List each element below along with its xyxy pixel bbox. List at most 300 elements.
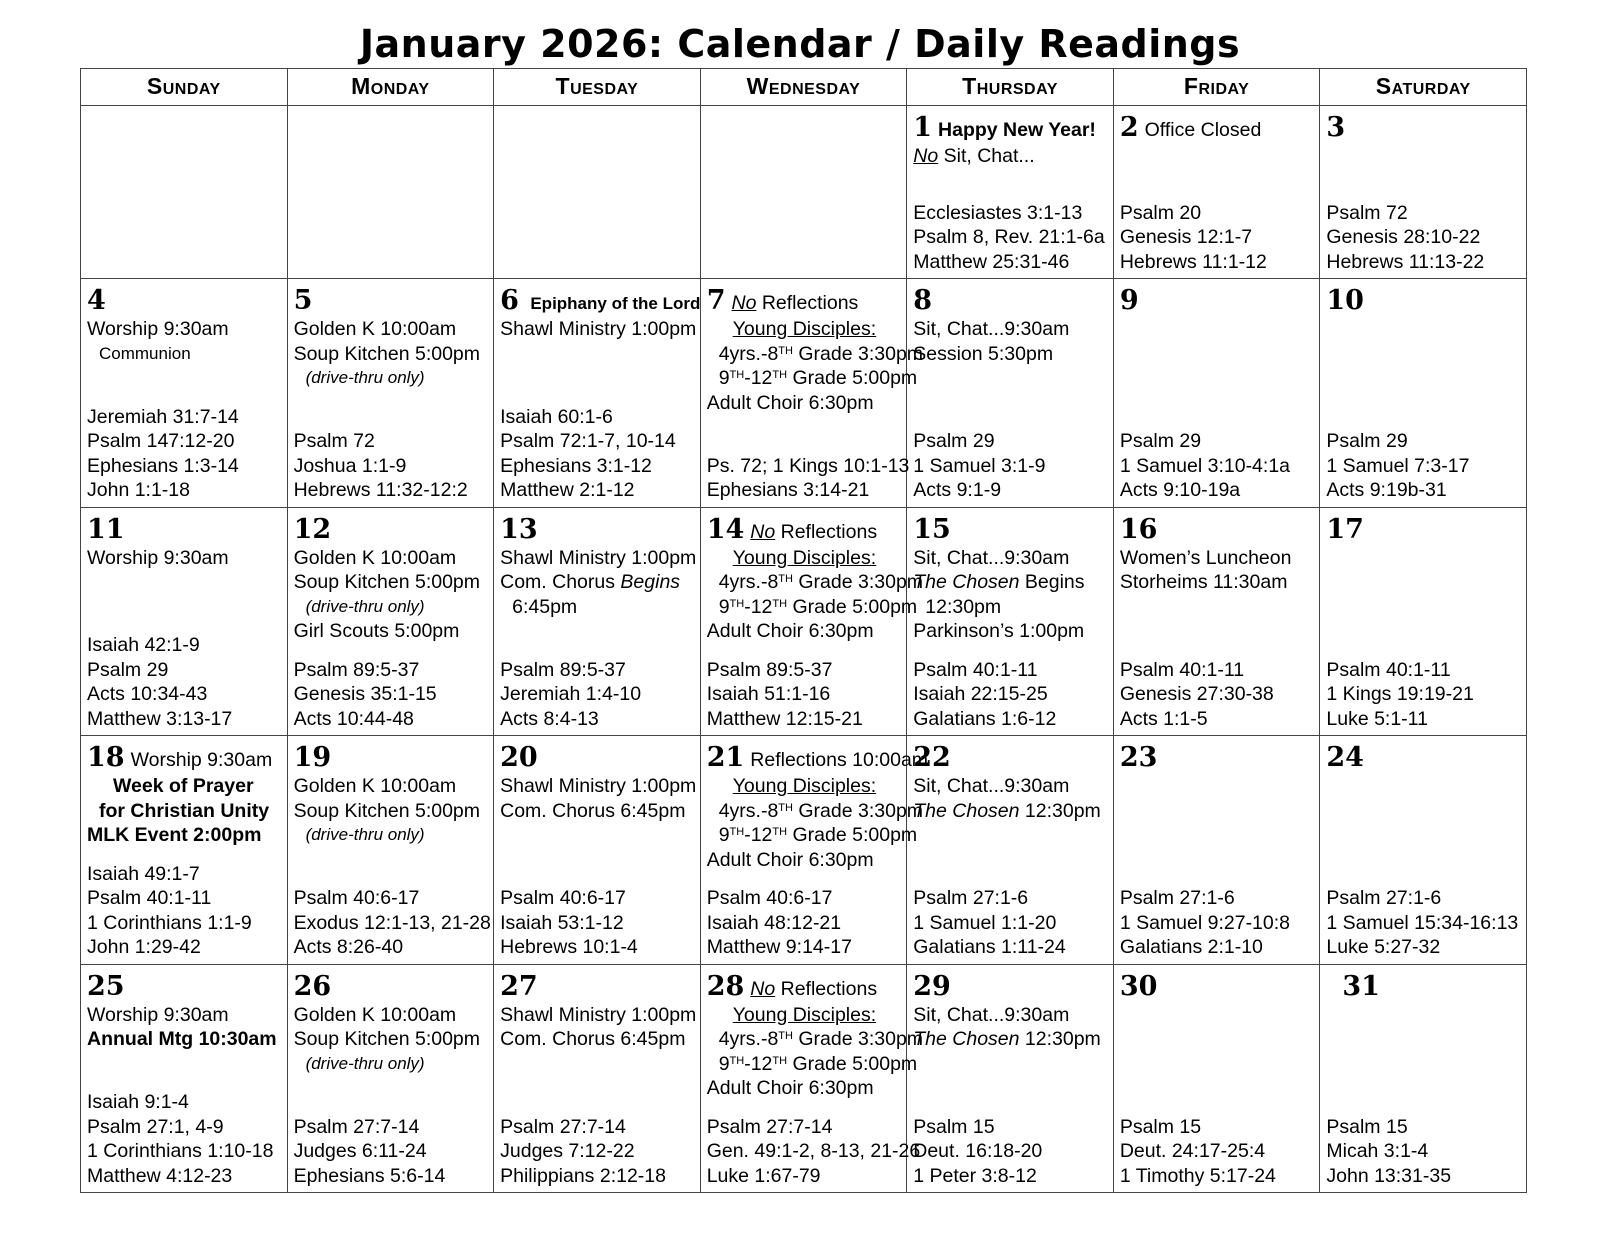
- event-text: Soup Kitchen 5:00pm: [293, 342, 481, 365]
- reading: Galatians 2:1-10: [1119, 936, 1263, 959]
- day-number: 18: [87, 742, 125, 774]
- empty-day-cell: [81, 105, 288, 279]
- grade-text: 9: [718, 595, 730, 618]
- reading: Matthew 4:12-23: [87, 1164, 233, 1187]
- readings-list: [913, 201, 1108, 275]
- reading: 1 Corinthians 1:10-18: [87, 1140, 274, 1162]
- day-number: 13: [500, 513, 538, 545]
- event-text: Women’s Luncheon: [1119, 546, 1292, 569]
- readings-list: [1120, 658, 1315, 732]
- week-row-3: [81, 507, 1527, 735]
- grade-sup: TH: [778, 573, 793, 586]
- grade-sup: TH: [729, 1054, 745, 1067]
- reading: Isaiah 22:15-25: [913, 683, 1048, 706]
- event-text: Shawl Ministry 1:00pm: [500, 546, 697, 569]
- reading: Psalm 27:1-6: [1119, 887, 1235, 910]
- reading: Matthew 9:14-17: [706, 936, 852, 959]
- readings-list: [707, 658, 902, 732]
- event-text: Worship 9:30am: [87, 318, 229, 341]
- grade-sup: TH: [729, 369, 745, 382]
- reading: 1 Kings 19:19-21: [1326, 683, 1474, 706]
- event-text: Golden K 10:00am: [293, 318, 457, 341]
- reading: Psalm 8, Rev. 21:1-6a: [913, 226, 1105, 249]
- grade-text: -12: [744, 824, 773, 847]
- day-number: 12: [293, 513, 332, 545]
- reading: Ecclesiastes 3:1-13: [913, 201, 1083, 224]
- reading: Gen. 49:1-2, 8-13, 21-26: [706, 1140, 921, 1162]
- event-text: Worship 9:30am: [130, 749, 273, 772]
- event-note: (drive-thru only): [305, 1053, 425, 1073]
- empty-day-cell: [287, 105, 494, 279]
- readings-list: [913, 886, 1108, 960]
- day-number: 3: [1326, 111, 1346, 143]
- reading: Psalm 147:12-20: [87, 430, 235, 453]
- day-heading: Epiphany of the Lord: [530, 294, 701, 314]
- event-text: Soup Kitchen 5:00pm: [293, 571, 481, 594]
- weekday-tuesday: Tuesday: [494, 69, 701, 106]
- day-number: 24: [1326, 742, 1364, 774]
- event-text: Sit, Chat...: [938, 144, 1035, 167]
- event-emphasis: Begins: [620, 571, 681, 594]
- day-cell-19: [287, 736, 494, 964]
- readings-list: [500, 405, 695, 503]
- reading: Luke 5:27-32: [1326, 936, 1441, 959]
- reading: Psalm 29: [913, 430, 995, 453]
- reading: 1 Peter 3:8-12: [913, 1164, 1037, 1187]
- grade-sup: TH: [729, 597, 745, 610]
- readings-list: [500, 886, 695, 960]
- reading: 1 Timothy 5:17-24: [1119, 1164, 1276, 1187]
- day-cell-10: [1320, 279, 1527, 507]
- day-number: 8: [913, 285, 933, 317]
- readings-list: [1326, 1115, 1521, 1189]
- readings-list: [1326, 658, 1521, 732]
- reading: Isaiah 60:1-6: [500, 405, 613, 428]
- event-text: Golden K 10:00am: [293, 546, 457, 569]
- reading: Jeremiah 1:4-10: [500, 683, 642, 706]
- event-text: Sit, Chat...9:30am: [913, 775, 1070, 798]
- day-number: 11: [87, 513, 125, 545]
- no-emphasis: No: [750, 520, 776, 543]
- day-number: 28: [706, 970, 745, 1002]
- day-cell-15: [907, 507, 1114, 735]
- grade-text: -12: [744, 367, 773, 390]
- reading: Ephesians 3:14-21: [706, 479, 870, 502]
- young-disciples-label: Young Disciples:: [732, 318, 877, 341]
- grade-sup: TH: [772, 1054, 788, 1067]
- event-text: 12:30pm: [925, 595, 1002, 618]
- reading: Genesis 35:1-15: [293, 683, 437, 706]
- day-cell-31: [1320, 964, 1527, 1192]
- day-number: 27: [500, 970, 538, 1002]
- reading: Matthew 2:1-12: [500, 479, 635, 502]
- grade-text: 9: [718, 824, 730, 847]
- event-emphasis: The Chosen: [913, 571, 1020, 594]
- day-number: 2: [1119, 111, 1139, 143]
- reading: Hebrews 11:13-22: [1326, 250, 1485, 273]
- grade-sup: TH: [778, 1030, 793, 1043]
- reading: Deut. 24:17-25:4: [1119, 1140, 1266, 1162]
- young-disciples-label: Young Disciples:: [732, 775, 877, 798]
- event-text: Sit, Chat...9:30am: [913, 546, 1070, 569]
- reading: Psalm 27:1-6: [1326, 887, 1442, 910]
- day-number: 6: [500, 285, 519, 317]
- reading: 1 Samuel 15:34-16:13: [1326, 911, 1519, 934]
- readings-list: [1120, 1115, 1315, 1189]
- day-number: 5: [293, 285, 313, 317]
- day-number: 26: [293, 970, 332, 1002]
- weekday-sunday: Sunday: [81, 69, 288, 106]
- reading: Isaiah 9:1-4: [87, 1091, 189, 1113]
- empty-day-cell: [494, 105, 701, 279]
- reading: 1 Samuel 7:3-17: [1326, 454, 1470, 477]
- readings-list: [1120, 201, 1315, 275]
- day-cell-12: [287, 507, 494, 735]
- day-cell-9: [1113, 279, 1320, 507]
- event-emphasis: The Chosen: [913, 799, 1020, 822]
- young-disciples-label: Young Disciples:: [732, 1003, 877, 1026]
- empty-day-cell: [700, 105, 907, 279]
- day-cell-22: [907, 736, 1114, 964]
- reading: Luke 1:67-79: [706, 1164, 821, 1187]
- day-number: 16: [1119, 513, 1158, 545]
- day-cell-16: [1113, 507, 1320, 735]
- day-heading: Happy New Year!: [938, 118, 1096, 141]
- grade-text: Grade 3:30pm: [792, 571, 924, 594]
- event-bold: for Christian Unity: [99, 799, 270, 822]
- reading: Psalm 27:7-14: [706, 1115, 833, 1138]
- reading: John 1:29-42: [87, 936, 201, 959]
- reading: Psalm 27:7-14: [500, 1115, 626, 1138]
- readings-list: [500, 1115, 695, 1189]
- week-row-4: [81, 736, 1527, 964]
- event-text: Reflections: [775, 520, 878, 543]
- day-number: 1: [913, 111, 933, 143]
- day-number: 10: [1326, 285, 1364, 317]
- reading: 1 Samuel 3:10-4:1a: [1119, 454, 1291, 477]
- grade-text: Grade 3:30pm: [792, 342, 924, 365]
- grade-sup: TH: [778, 344, 793, 357]
- reading: Luke 5:1-11: [1326, 707, 1428, 730]
- readings-list: [294, 1115, 489, 1189]
- event-text: Storheims 11:30am: [1119, 571, 1288, 594]
- reading: Isaiah 51:1-16: [706, 683, 831, 706]
- event-note: (drive-thru only): [305, 825, 425, 845]
- reading: 1 Samuel 3:1-9: [913, 454, 1046, 477]
- grade-text: 4yrs.-8: [718, 342, 779, 365]
- day-heading: Office Closed: [1144, 118, 1262, 141]
- weekday-header-row: [81, 69, 1527, 106]
- event-text: Worship 9:30am: [87, 1003, 229, 1026]
- readings-list: [1120, 886, 1315, 960]
- reading: Psalm 40:1-11: [87, 887, 212, 910]
- day-cell-24: [1320, 736, 1527, 964]
- event-text: Worship 9:30am: [87, 546, 229, 569]
- reading: Judges 6:11-24: [293, 1140, 427, 1162]
- no-emphasis: No: [750, 977, 776, 1000]
- event-text: Com. Chorus: [500, 571, 621, 594]
- day-number: 4: [87, 285, 106, 317]
- grade-text: Grade 5:00pm: [787, 824, 918, 847]
- day-cell-23: [1113, 736, 1320, 964]
- event-text: Adult Choir 6:30pm: [706, 848, 874, 871]
- reading: Psalm 72:1-7, 10-14: [500, 430, 676, 453]
- reading: Psalm 40:6-17: [293, 887, 420, 910]
- day-number: 19: [293, 742, 332, 774]
- reading: Galatians 1:6-12: [913, 707, 1057, 730]
- reading: Galatians 1:11-24: [913, 936, 1066, 959]
- event-text: Golden K 10:00am: [293, 1003, 457, 1026]
- grade-text: -12: [744, 1052, 773, 1075]
- event-text: 12:30pm: [1019, 799, 1101, 822]
- grade-sup: TH: [729, 826, 745, 839]
- day-number: 15: [913, 513, 951, 545]
- reading: Genesis 28:10-22: [1326, 226, 1481, 249]
- readings-list: [87, 633, 282, 731]
- reading: Psalm 29: [87, 658, 169, 681]
- grade-text: 4yrs.-8: [718, 571, 779, 594]
- day-cell-18: [81, 736, 288, 964]
- reading: Isaiah 48:12-21: [706, 911, 842, 934]
- day-cell-7: [700, 279, 924, 507]
- reading: Acts 10:44-48: [293, 707, 414, 730]
- grade-text: 4yrs.-8: [718, 1028, 779, 1051]
- day-cell-2: [1113, 105, 1320, 279]
- day-cell-29: [907, 964, 1114, 1192]
- reading: Judges 7:12-22: [500, 1140, 635, 1162]
- reading: Psalm 72: [1326, 201, 1408, 224]
- grade-text: Grade 5:00pm: [787, 367, 918, 390]
- weekday-thursday: Thursday: [907, 69, 1114, 106]
- event-text: Com. Chorus 6:45pm: [500, 799, 686, 822]
- week-row-2: [81, 279, 1527, 507]
- reading: Psalm 27:1-6: [913, 887, 1029, 910]
- grade-sup: TH: [772, 826, 788, 839]
- event-note: (drive-thru only): [305, 368, 425, 388]
- grade-text: Grade 5:00pm: [787, 595, 918, 618]
- event-text: 12:30pm: [1019, 1028, 1101, 1051]
- calendar-grid: [80, 68, 1527, 1193]
- readings-list: [1326, 429, 1521, 503]
- reading: Psalm 40:1-11: [1326, 658, 1451, 681]
- reading: Acts 1:1-5: [1119, 707, 1208, 730]
- reading: 1 Samuel 9:27-10:8: [1119, 911, 1291, 934]
- reading: Psalm 40:1-11: [913, 658, 1038, 681]
- day-cell-3: [1320, 105, 1527, 279]
- readings-list: [500, 658, 695, 732]
- readings-list: [87, 862, 282, 960]
- reading: Psalm 89:5-37: [500, 658, 626, 681]
- grade-sup: TH: [772, 369, 788, 382]
- readings-list: [1326, 201, 1521, 275]
- event-text: Reflections 10:00am: [750, 749, 929, 772]
- young-disciples-label: Young Disciples:: [732, 546, 877, 569]
- grade-text: Grade 3:30pm: [792, 799, 924, 822]
- event-note: (drive-thru only): [305, 596, 425, 616]
- day-cell-1: [907, 105, 1114, 279]
- reading: Acts 8:4-13: [500, 707, 599, 730]
- readings-list: [87, 1090, 282, 1188]
- reading: Acts 9:19b-31: [1326, 479, 1447, 502]
- reading: Psalm 15: [913, 1115, 995, 1138]
- weekday-monday: Monday: [287, 69, 494, 106]
- weekday-friday: Friday: [1113, 69, 1320, 106]
- event-text: Sit, Chat...9:30am: [913, 1003, 1070, 1026]
- reading: Micah 3:1-4: [1326, 1140, 1429, 1162]
- day-cell-28: [700, 964, 924, 1192]
- event-text: Soup Kitchen 5:00pm: [293, 799, 481, 822]
- day-number: 21: [706, 742, 745, 774]
- event-text: Soup Kitchen 5:00pm: [293, 1028, 481, 1051]
- readings-list: [913, 429, 1108, 503]
- readings-list: [294, 886, 489, 960]
- reading: Ephesians 5:6-14: [293, 1164, 446, 1187]
- day-number: 23: [1119, 742, 1158, 774]
- reading: John 13:31-35: [1326, 1164, 1452, 1187]
- event-bold: MLK Event 2:00pm: [87, 824, 262, 847]
- day-cell-8: [907, 279, 1114, 507]
- reading: Isaiah 53:1-12: [500, 911, 624, 934]
- reading: Matthew 12:15-21: [706, 707, 863, 730]
- event-text: Communion: [99, 343, 191, 363]
- reading: Psalm 20: [1119, 201, 1202, 224]
- readings-list: [707, 886, 902, 960]
- grade-text: 4yrs.-8: [718, 799, 779, 822]
- event-text: Reflections: [756, 292, 859, 315]
- readings-list: [913, 658, 1108, 732]
- grade-text: 9: [718, 367, 730, 390]
- weekday-wednesday: Wednesday: [700, 69, 907, 106]
- event-text: Shawl Ministry 1:00pm: [500, 318, 697, 341]
- reading: Genesis 27:30-38: [1119, 683, 1274, 706]
- day-number: 31: [1342, 970, 1380, 1002]
- day-cell-26: [287, 964, 494, 1192]
- reading: Ephesians 3:1-12: [500, 454, 652, 477]
- grade-sup: TH: [772, 597, 788, 610]
- readings-list: [913, 1115, 1108, 1189]
- day-cell-4: [81, 279, 288, 507]
- event-text: Begins: [1019, 571, 1085, 594]
- week-row-5: [81, 964, 1527, 1192]
- grade-text: -12: [744, 595, 773, 618]
- day-cell-25: [81, 964, 288, 1192]
- week-row-1: [81, 105, 1527, 279]
- grade-text: Grade 5:00pm: [787, 1052, 918, 1075]
- reading: Deut. 16:18-20: [913, 1140, 1043, 1162]
- day-number: 9: [1119, 285, 1139, 317]
- event-text: Parkinson’s 1:00pm: [913, 620, 1085, 643]
- day-number: 25: [87, 970, 125, 1002]
- reading: Psalm 29: [1326, 430, 1408, 453]
- event-text: Session 5:30pm: [913, 342, 1054, 365]
- event-text: Reflections: [775, 977, 878, 1000]
- event-text: Sit, Chat...9:30am: [913, 318, 1070, 341]
- event-text: Adult Choir 6:30pm: [706, 620, 874, 643]
- reading: Psalm 29: [1119, 430, 1202, 453]
- reading: Acts 9:10-19a: [1119, 479, 1241, 502]
- day-number: 14: [706, 513, 745, 545]
- page-title: January 2026: Calendar / Daily Readings: [359, 22, 1241, 66]
- reading: Acts 8:26-40: [293, 936, 404, 959]
- reading: Psalm 40:6-17: [500, 887, 626, 910]
- reading: Psalm 27:1, 4-9: [87, 1115, 224, 1138]
- day-number: 17: [1326, 513, 1364, 545]
- no-emphasis: No: [731, 292, 757, 315]
- readings-list: [87, 405, 282, 503]
- reading: Philippians 2:12-18: [500, 1164, 666, 1187]
- day-number: 7: [706, 285, 726, 317]
- day-cell-14: [700, 507, 924, 735]
- readings-list: [294, 429, 489, 503]
- grade-text: Grade 3:30pm: [792, 1028, 924, 1051]
- readings-list: [294, 658, 489, 732]
- day-cell-13: [494, 507, 701, 735]
- reading: Psalm 40:6-17: [706, 887, 833, 910]
- reading: Psalm 89:5-37: [706, 658, 833, 681]
- reading: Psalm 40:1-11: [1119, 658, 1245, 681]
- event-text: Girl Scouts 5:00pm: [293, 620, 460, 643]
- event-text: 6:45pm: [512, 595, 578, 618]
- grade-sup: TH: [778, 801, 793, 814]
- reading: Genesis 12:1-7: [1119, 226, 1253, 249]
- day-number: 22: [913, 742, 951, 774]
- event-text: Shawl Ministry 1:00pm: [500, 1003, 697, 1026]
- reading: Ephesians 1:3-14: [87, 454, 239, 477]
- day-cell-6: [494, 279, 701, 507]
- reading: Hebrews 10:1-4: [500, 936, 638, 959]
- grade-text: 9: [718, 1052, 730, 1075]
- reading: Jeremiah 31:7-14: [87, 405, 239, 428]
- readings-list: [706, 1115, 921, 1189]
- event-bold: Week of Prayer: [113, 775, 254, 798]
- event-bold: Annual Mtg 10:30am: [87, 1028, 277, 1051]
- reading: Hebrews 11:1-12: [1119, 250, 1267, 273]
- day-cell-5: [287, 279, 494, 507]
- day-cell-11: [81, 507, 288, 735]
- day-cell-30: [1113, 964, 1320, 1192]
- reading: Acts 9:1-9: [913, 479, 1002, 502]
- day-number: 30: [1119, 970, 1158, 1002]
- event-text: Golden K 10:00am: [293, 775, 457, 798]
- reading: Psalm 72: [293, 430, 375, 453]
- day-cell-27: [494, 964, 701, 1192]
- day-cell-21: [700, 736, 929, 964]
- reading: Ps. 72; 1 Kings 10:1-13: [706, 454, 910, 477]
- reading: John 1:1-18: [87, 479, 190, 502]
- reading: Psalm 15: [1326, 1115, 1408, 1138]
- reading: Acts 10:34-43: [87, 683, 208, 706]
- reading: Matthew 3:13-17: [87, 707, 233, 730]
- event-text: Com. Chorus 6:45pm: [500, 1028, 686, 1051]
- day-number: 20: [500, 742, 538, 774]
- reading: Joshua 1:1-9: [293, 454, 407, 477]
- reading: Psalm 15: [1119, 1115, 1202, 1138]
- reading: Isaiah 42:1-9: [87, 634, 200, 657]
- day-number: 29: [913, 970, 951, 1002]
- no-emphasis: No: [913, 144, 939, 167]
- reading: 1 Corinthians 1:1-9: [87, 911, 252, 934]
- weekday-saturday: Saturday: [1320, 69, 1527, 106]
- day-cell-20: [494, 736, 701, 964]
- reading: Matthew 25:31-46: [913, 250, 1070, 273]
- event-text: Adult Choir 6:30pm: [706, 1077, 874, 1100]
- reading: Psalm 27:7-14: [293, 1115, 420, 1138]
- event-text: Shawl Ministry 1:00pm: [500, 775, 697, 798]
- reading: Psalm 89:5-37: [293, 658, 420, 681]
- readings-list: [1326, 886, 1521, 960]
- reading: Isaiah 49:1-7: [87, 862, 200, 885]
- readings-list: [1120, 429, 1315, 503]
